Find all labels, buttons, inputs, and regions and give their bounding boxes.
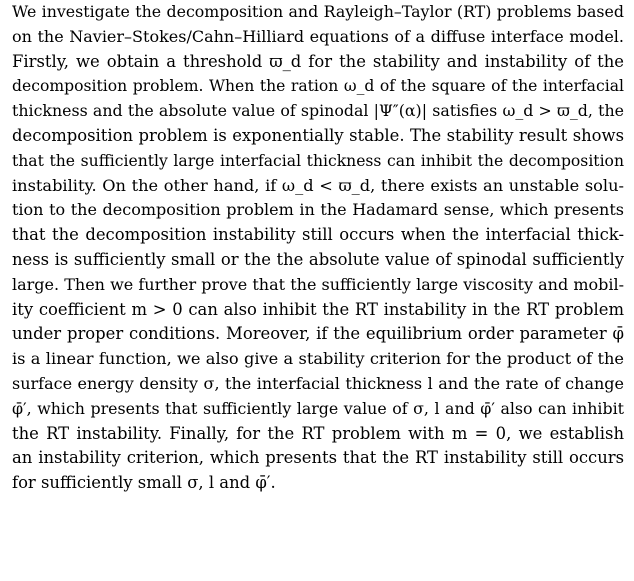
abstract-line-12: large. Then we further prove that the sufficiently large viscosity and mobil-	[12, 274, 624, 294]
abstract-line-20: for sufficiently small σ, l and φ̄′.	[12, 473, 276, 493]
abstract-line-16: surface energy density σ, the interfacial thickness l and the rate of change	[12, 373, 624, 393]
abstract-line-11: ness is sufficiently small or the the absolute value of spinodal sufficiently	[12, 249, 624, 269]
abstract-text	[12, 0, 624, 496]
abstract-line-7: that the sufficiently large interfacial thickness can inhibit the decomposition	[12, 151, 624, 170]
abstract-line-5: thickness and the absolute value of spinodal |Ψ″(α)| satisfies ω_d > ϖ_d, the	[12, 101, 624, 121]
abstract-line-17: φ̄′, which presents that sufficiently large value of σ, l and φ̄′ also can inhibit	[12, 398, 624, 418]
abstract-line-13: ity coefficient m > 0 can also inhibit the RT instability in the RT problem	[12, 299, 624, 319]
abstract-line-18: the RT instability. Finally, for the RT problem with m = 0, we establish	[12, 423, 624, 443]
abstract-line-1: We investigate the decomposition and Rayleigh–Taylor (RT) problems based	[12, 2, 624, 21]
abstract-line-15: is a linear function, we also give a stability criterion for the product of the	[12, 349, 624, 369]
abstract-line-10: that the decomposition instability still occurs when the interfacial thick-	[12, 225, 624, 245]
abstract-line-8: instability. On the other hand, if ω_d < ϖ_d, there exists an unstable solu-	[12, 175, 624, 195]
abstract-line-6: decomposition problem is exponentially stable. The stability result shows	[12, 125, 624, 145]
abstract-line-19: an instability criterion, which presents that the RT instability still occurs	[12, 448, 624, 468]
abstract-line-4: decomposition problem. When the ration ω_d of the square of the interfacial	[12, 77, 624, 96]
abstract-line-2: on the Navier–Stokes/Cahn–Hilliard equations of a diffuse interface model.	[12, 26, 624, 46]
abstract-line-3: Firstly, we obtain a threshold ϖ_d for the stability and instability of the	[12, 51, 624, 71]
abstract-line-14: under proper conditions. Moreover, if the equilibrium order parameter φ̄	[12, 324, 624, 344]
abstract-line-9: tion to the decomposition problem in the Hadamard sense, which presents	[12, 200, 624, 220]
